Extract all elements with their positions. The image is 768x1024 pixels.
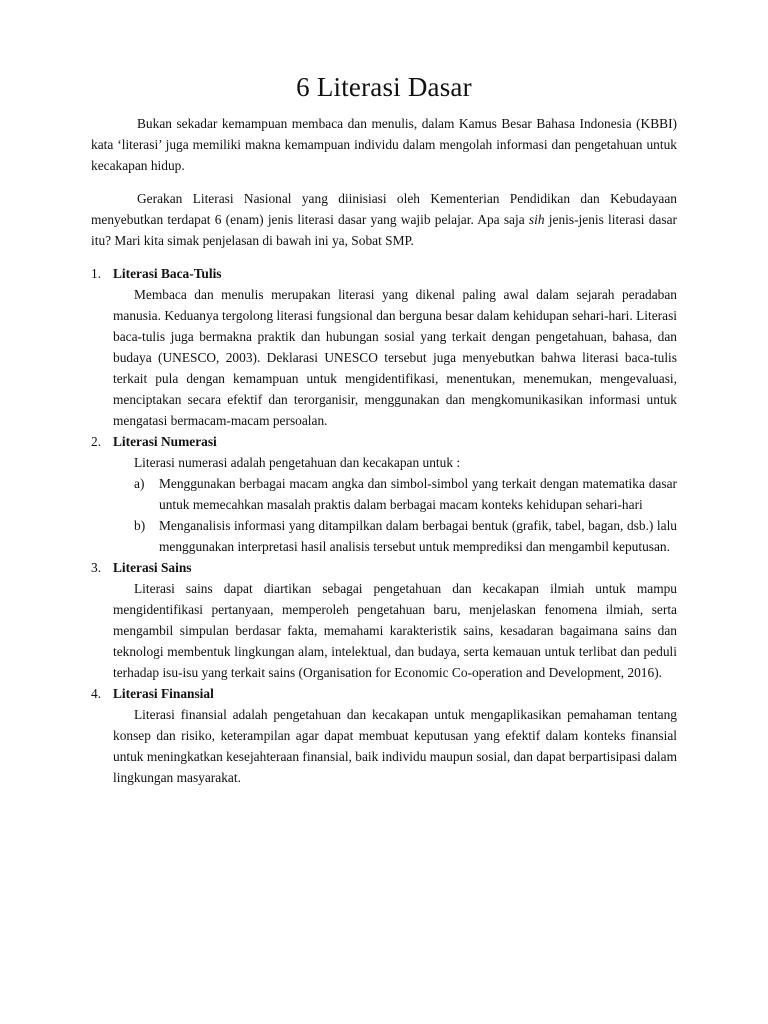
sub-item-letter: a) xyxy=(134,476,145,491)
item-intro: Literasi numerasi adalah pengetahuan dan kecakapan untuk : xyxy=(134,455,461,470)
item-number: 3. xyxy=(91,560,102,575)
numerasi-sublist xyxy=(113,473,677,557)
second-paragraph-text-b: jenis-jenis literasi dasar itu? Mari kita simak penjelasan di bawah ini ya, Sobat SMP. xyxy=(91,212,677,248)
sub-item-text: Menganalisis informasi yang ditampilkan dalam berbagai bentuk (grafik, tabel, bagan, dsb.) lalu menggunakan interpretasi hasil analisis tersebut untuk memprediksi dan mengambil keputusan. xyxy=(159,518,677,554)
item-title: Literasi Baca-Tulis xyxy=(113,266,222,281)
item-title: Literasi Finansial xyxy=(113,686,214,701)
item-number: 2. xyxy=(91,434,102,449)
item-number: 1. xyxy=(91,266,102,281)
item-text: Literasi sains dapat diartikan sebagai pengetahuan dan kecakapan ilmiah untuk mampu mengidentifikasi pertanyaan, memperoleh pengetahuan baru, menjelaskan fenomena ilmiah, serta mengambil simpulan berdasar fakta, memahami karakteristik sains, kesadaran bagaimana sains dan teknologi membentuk lingkungan alam, intelektual, dan budaya, serta kemauan untuk terlibat dan peduli terhadap isu-isu yang terkait sains (Organisation for Economic Co-operation and Development, 2016). xyxy=(113,581,677,680)
intro-paragraph: Bukan sekadar kemampuan membaca dan menulis, dalam Kamus Besar Bahasa Indonesia (KBBI) kata ‘literasi’ juga memiliki makna kemampuan individu dalam mengolah informasi dan pengetahuan untuk kecakapan hidup. xyxy=(91,116,677,173)
item-title: Literasi Sains xyxy=(113,560,192,575)
sub-item-letter: b) xyxy=(134,518,146,533)
sub-item-text: Menggunakan berbagai macam angka dan simbol-simbol yang terkait dengan matematika dasar untuk memecahkan masalah praktis dalam berbagai macam konteks kehidupan sehari-hari xyxy=(159,476,677,512)
list-item-baca-tulis xyxy=(91,263,677,431)
list-item-sains xyxy=(91,557,677,683)
list-item-finansial xyxy=(91,683,677,788)
second-paragraph-italic: sih xyxy=(528,212,545,227)
list-item-numerasi xyxy=(91,431,677,557)
item-text: Literasi finansial adalah pengetahuan dan kecakapan untuk mengaplikasikan pemahaman tentang konsep dan risiko, keterampilan agar dapat membuat keputusan yang efektif dalam konteks finansial untuk meningkatkan kesejahteraan finansial, baik individu maupun sosial, dan dapat berpartisipasi dalam lingkungan masyarakat. xyxy=(113,707,677,785)
sub-item xyxy=(113,473,677,515)
literacy-list xyxy=(91,263,677,788)
second-paragraph-text-a: Gerakan Literasi Nasional yang diinisiasi oleh Kementerian Pendidikan dan Kebudayaan menyebutkan terdapat 6 (enam) jenis literasi dasar yang wajib pelajar. Apa saja xyxy=(91,191,677,227)
second-paragraph xyxy=(91,188,677,251)
item-title: Literasi Numerasi xyxy=(113,434,217,449)
item-number: 4. xyxy=(91,686,102,701)
sub-item xyxy=(113,515,677,557)
document-body xyxy=(91,113,677,788)
page-title: 6 Literasi Dasar xyxy=(296,72,472,102)
item-text: Membaca dan menulis merupakan literasi yang dikenal paling awal dalam sejarah peradaban manusia. Keduanya tergolong literasi fungsional dan berguna besar dalam kehidupan sehari-hari. Literasi baca-tulis juga bermakna praktik dan hubungan sosial yang terkait dengan pengetahuan, bahasa, dan budaya (UNESCO, 2003). Deklarasi UNESCO tersebut juga menyebutkan bahwa literasi baca-tulis terkait pula dengan kemampuan untuk mengidentifikasi, menentukan, menemukan, mengevaluasi, menciptakan secara efektif dan terorganisir, menggunakan dan mengkomunikasikan informasi untuk mengatasi bermacam-macam persoalan. xyxy=(113,287,677,428)
